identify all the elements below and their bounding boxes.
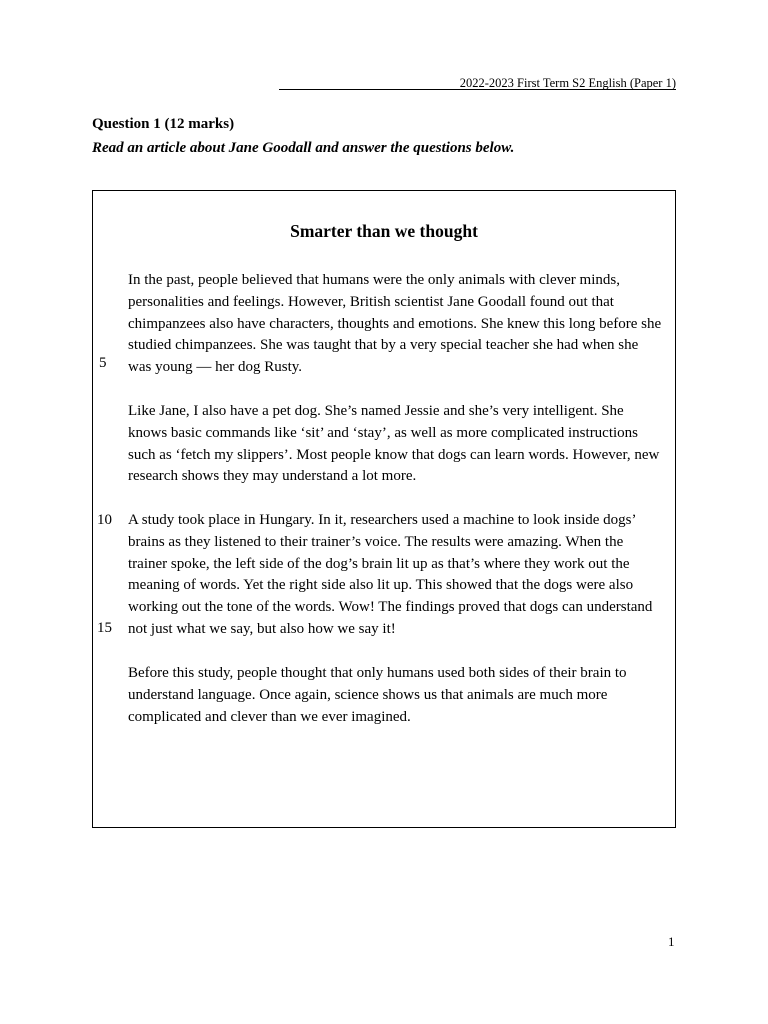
line-number-15: 15 <box>97 620 112 636</box>
line-number-10: 10 <box>97 512 112 528</box>
article-title: Smarter than we thought <box>290 221 478 241</box>
article-paragraph-4: Before this study, people thought that only humans used both sides of their brain to understand language. Once again, science shows us that animals are much more complicated and clever than we ever imagined. <box>128 665 627 725</box>
question-title: Question 1 (12 marks) <box>92 116 235 132</box>
article-paragraph-3: A study took place in Hungary. In it, researchers used a machine to look inside dogs’ brains as they listened to their trainer’s voice. The results were amazing. When the trainer spoke, the left side of the dog’s brain lit up as that’s where they work out the meaning of words. Yet the right side also lit up. This showed that the dogs were also working out the tone of the words. Wow! The findings proved that dogs can understand not just what we say, but also how we say it! <box>128 512 653 637</box>
page-header: 2022-2023 First Term S2 English (Paper 1) <box>279 76 676 90</box>
article-paragraph-2: Like Jane, I also have a pet dog. She’s named Jessie and she’s very intelligent. She knows basic commands like ‘sit’ and ‘stay’, as well as more complicated instructions such as ‘fetch my slippers’. Most people know that dogs can learn words. However, new research shows they may understand a lot more. <box>128 403 660 485</box>
page-number: 1 <box>668 934 675 949</box>
question-instruction: Read an article about Jane Goodall and answer the questions below. <box>92 140 515 156</box>
line-number-5: 5 <box>99 355 107 371</box>
article-paragraph-1: In the past, people believed that humans were the only animals with clever minds, personalities and feelings. However, British scientist Jane Goodall found out that chimpanzees also have characters, thoughts and emotions. She knew this long before she studied chimpanzees. She was taught that by a very special teacher she had when she was young — her dog Rusty. <box>128 272 662 376</box>
article-box <box>92 190 676 828</box>
